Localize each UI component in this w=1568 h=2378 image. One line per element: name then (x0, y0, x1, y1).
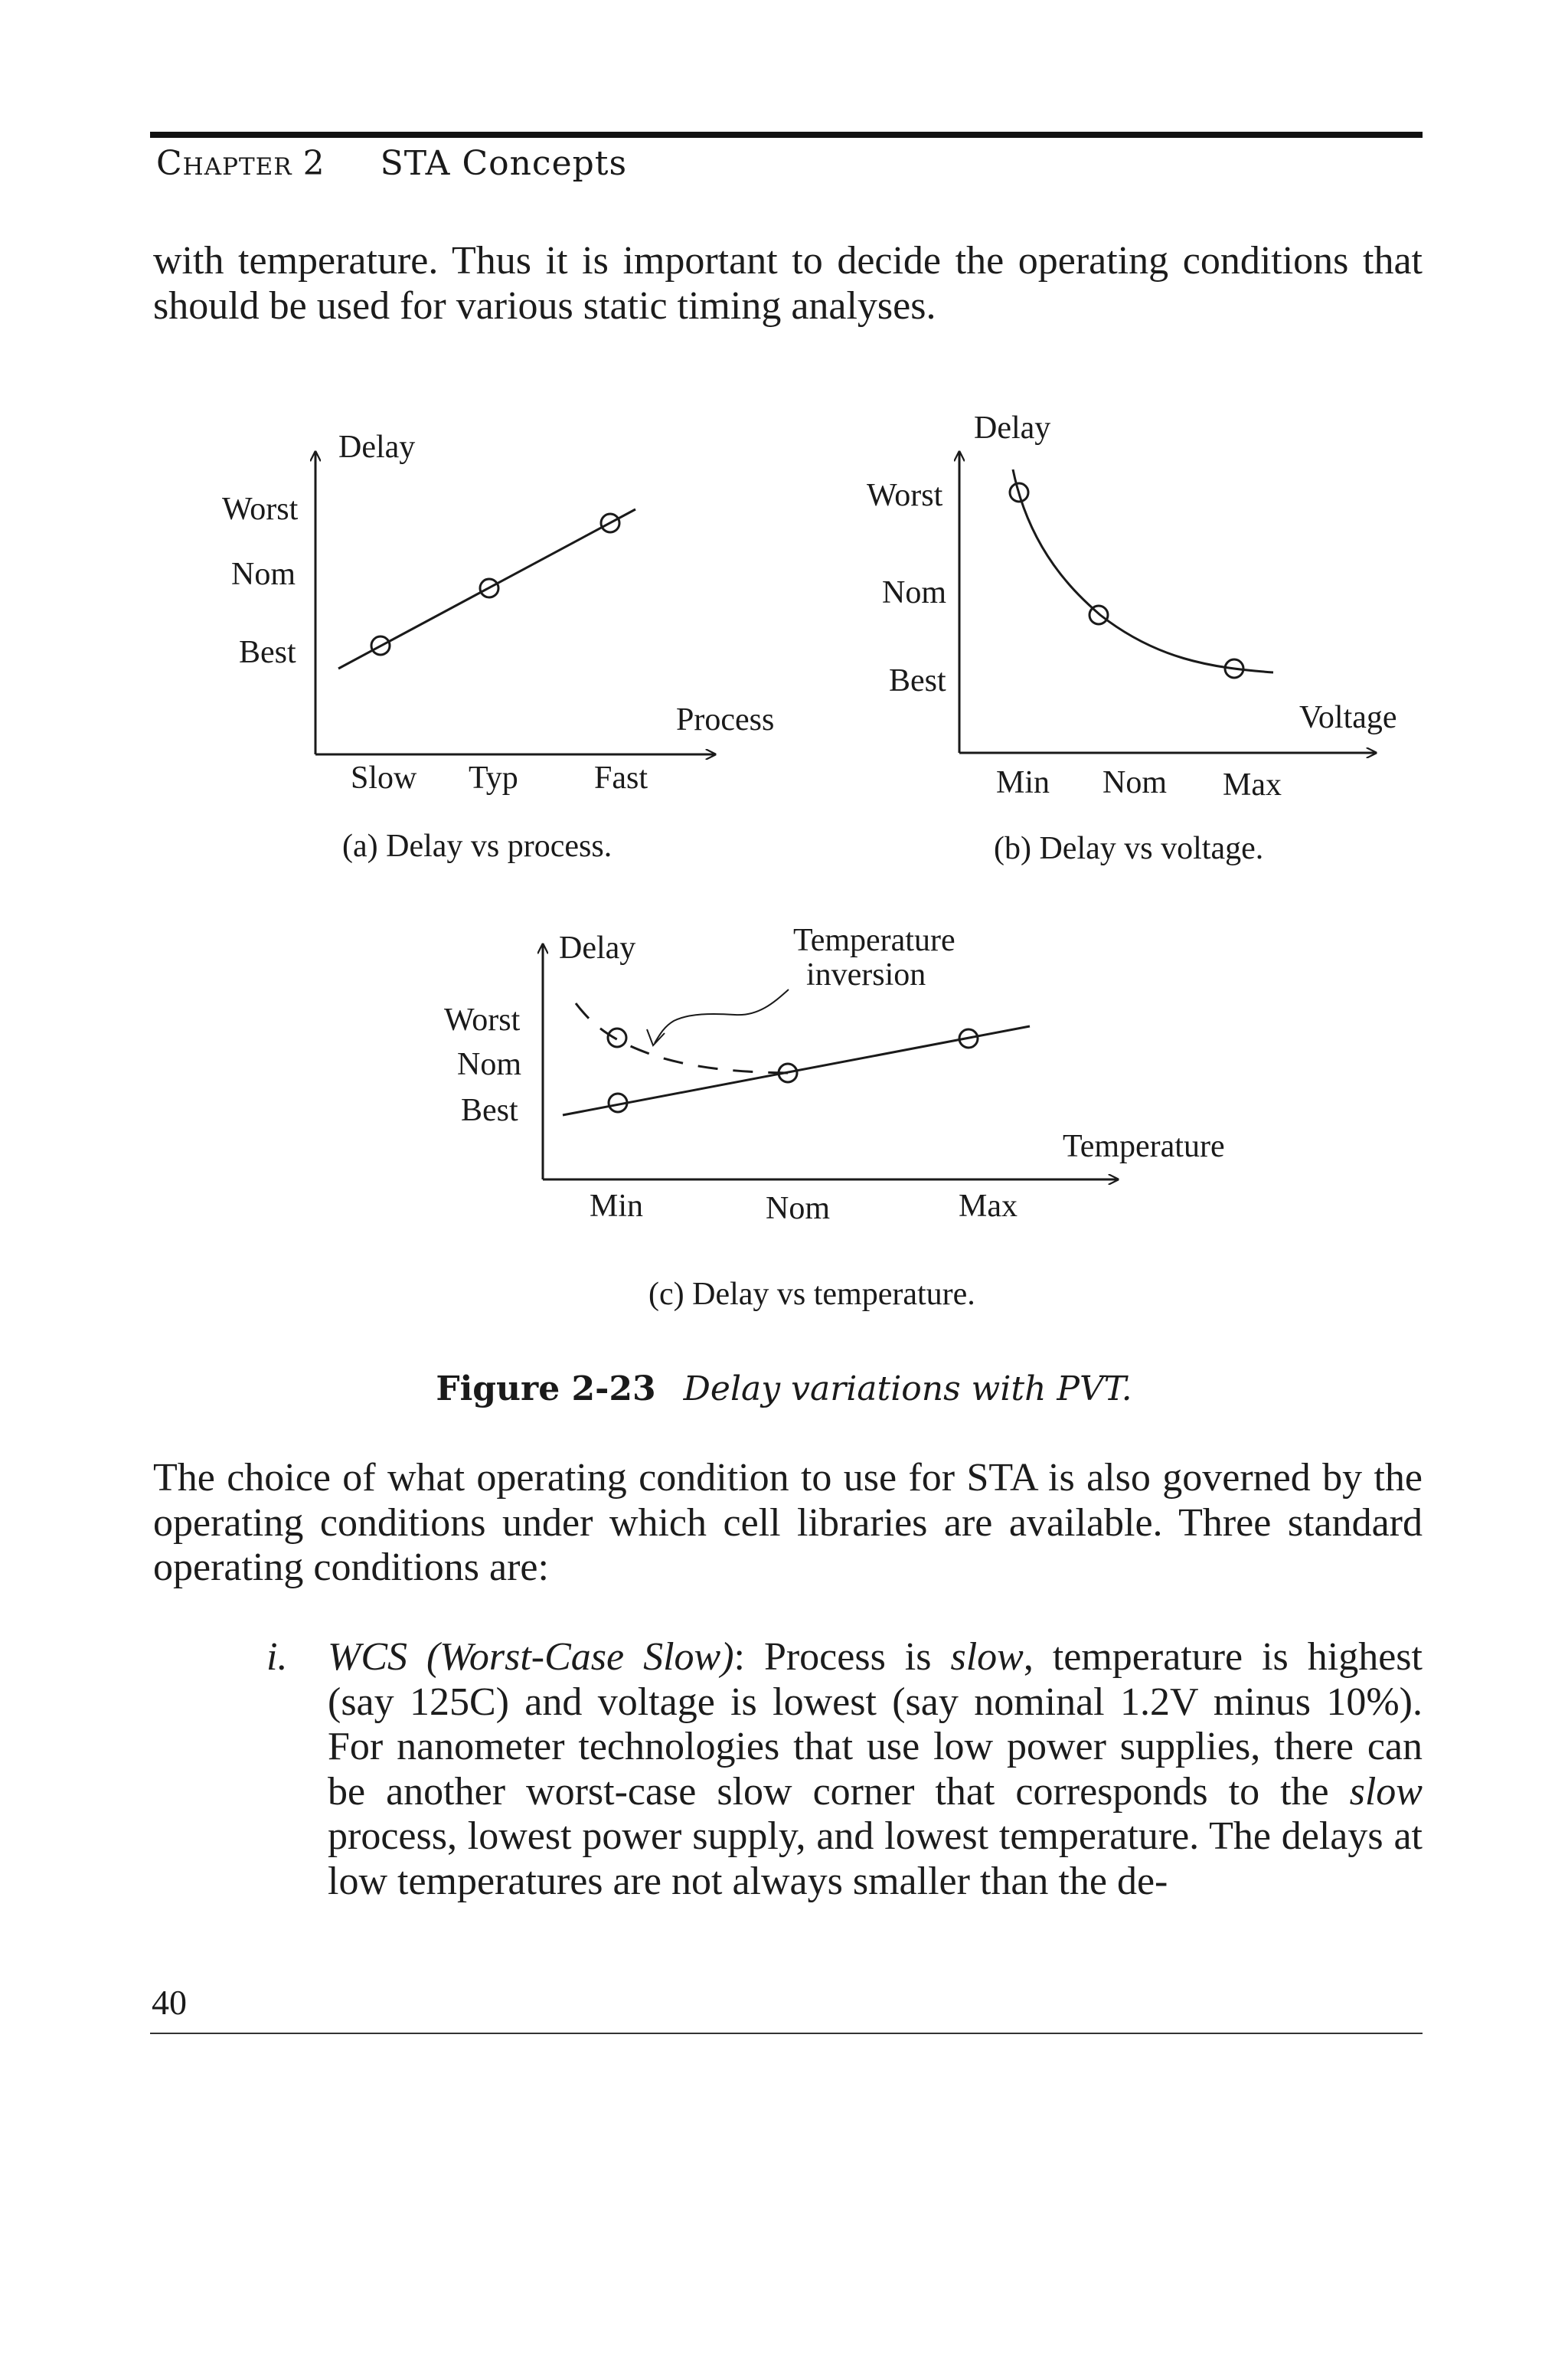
wcs-text-3: process, lowest power supply, and lowest temperature. The delays at low temperatures are not always smaller than the de- (328, 1814, 1423, 1903)
panel-a-trend-line (338, 509, 635, 669)
panel-b-cat-nom: Nom (1102, 765, 1167, 800)
panel-b-cat-min: Min (996, 765, 1050, 800)
wcs-slow-2: slow (1349, 1769, 1423, 1814)
panel-c-cat-max: Max (959, 1189, 1018, 1224)
figure-number: Figure 2-23 (436, 1369, 656, 1408)
panel-c-annotation-line2: inversion (806, 957, 926, 993)
panel-a-level-best: Best (239, 635, 296, 670)
chapter-title: STA Concepts (380, 144, 628, 183)
list-marker: i. (266, 1635, 288, 1679)
panel-b-subcaption: (b) Delay vs voltage. (994, 831, 1264, 866)
panel-a-cat-slow: Slow (351, 761, 417, 796)
panel-b-delay-vs-voltage (867, 411, 1397, 866)
panel-c-x-title: Temperature (1063, 1129, 1225, 1164)
panel-b-x-title: Voltage (1299, 700, 1397, 735)
panel-b-cat-max: Max (1223, 767, 1282, 803)
figure-caption (0, 1369, 1568, 1408)
wcs-slow-1: slow (950, 1635, 1024, 1679)
list-item-wcs (328, 1635, 1423, 1904)
panel-a-cat-typ: Typ (469, 761, 518, 796)
panel-a-level-worst: Worst (222, 492, 299, 527)
panel-a-delay-vs-process (222, 430, 774, 864)
paragraph-operating-conditions: The choice of what operating condition to use for STA is also governed by the operating conditions under which cell libraries are available. Three standard operating conditions are: (153, 1456, 1423, 1589)
panel-c-level-worst: Worst (444, 1003, 521, 1038)
panel-c-y-title: Delay (559, 931, 636, 966)
intro-paragraph: with temperature. Thus it is important to decide the operating conditions that should be used for various static timing analyses. (153, 239, 1423, 328)
panel-c-cat-min: Min (590, 1189, 644, 1224)
panel-b-level-worst: Worst (867, 478, 943, 513)
panel-c-level-best: Best (461, 1093, 518, 1128)
panel-a-subcaption: (a) Delay vs process. (342, 829, 612, 864)
chapter-number: 2 (302, 144, 325, 183)
panel-a-y-title: Delay (338, 430, 416, 465)
panel-c-delay-vs-temperature (444, 923, 1225, 1312)
footer-rule (150, 2033, 1423, 2034)
panel-b-level-nom: Nom (882, 575, 946, 610)
wcs-text-1: : Process is (733, 1635, 951, 1679)
panel-b-curve (1013, 469, 1273, 672)
wcs-text-2: , temperature is highest (say 125C) and voltage is lowest (say nominal 1.2V minus 10%). For nanometer technologies that use low power supplies, there can be another worst-case slow corner that corresponds to the (328, 1635, 1423, 1814)
panel-c-subcaption: (c) Delay vs temperature. (648, 1277, 975, 1312)
wcs-term: WCS (Worst-Case Slow) (328, 1635, 734, 1679)
panel-c-annotation-pointer (655, 989, 789, 1043)
chapter-label: Chapter (156, 144, 292, 183)
panel-a-x-title: Process (676, 702, 775, 738)
panel-c-point-min-worst (608, 1029, 626, 1047)
panel-a-level-nom: Nom (231, 557, 296, 592)
panel-b-y-title: Delay (974, 411, 1051, 446)
panel-c-cat-nom: Nom (766, 1191, 830, 1226)
panel-a-cat-fast: Fast (594, 761, 648, 796)
panel-c-level-nom: Nom (457, 1047, 521, 1082)
operating-conditions-list (251, 1635, 1423, 1904)
figure-caption-text: Delay variations with PVT. (683, 1369, 1132, 1408)
page-number: 40 (152, 1983, 187, 2022)
panel-c-annotation-line1: Temperature (793, 923, 956, 958)
panel-b-level-best: Best (889, 663, 946, 698)
